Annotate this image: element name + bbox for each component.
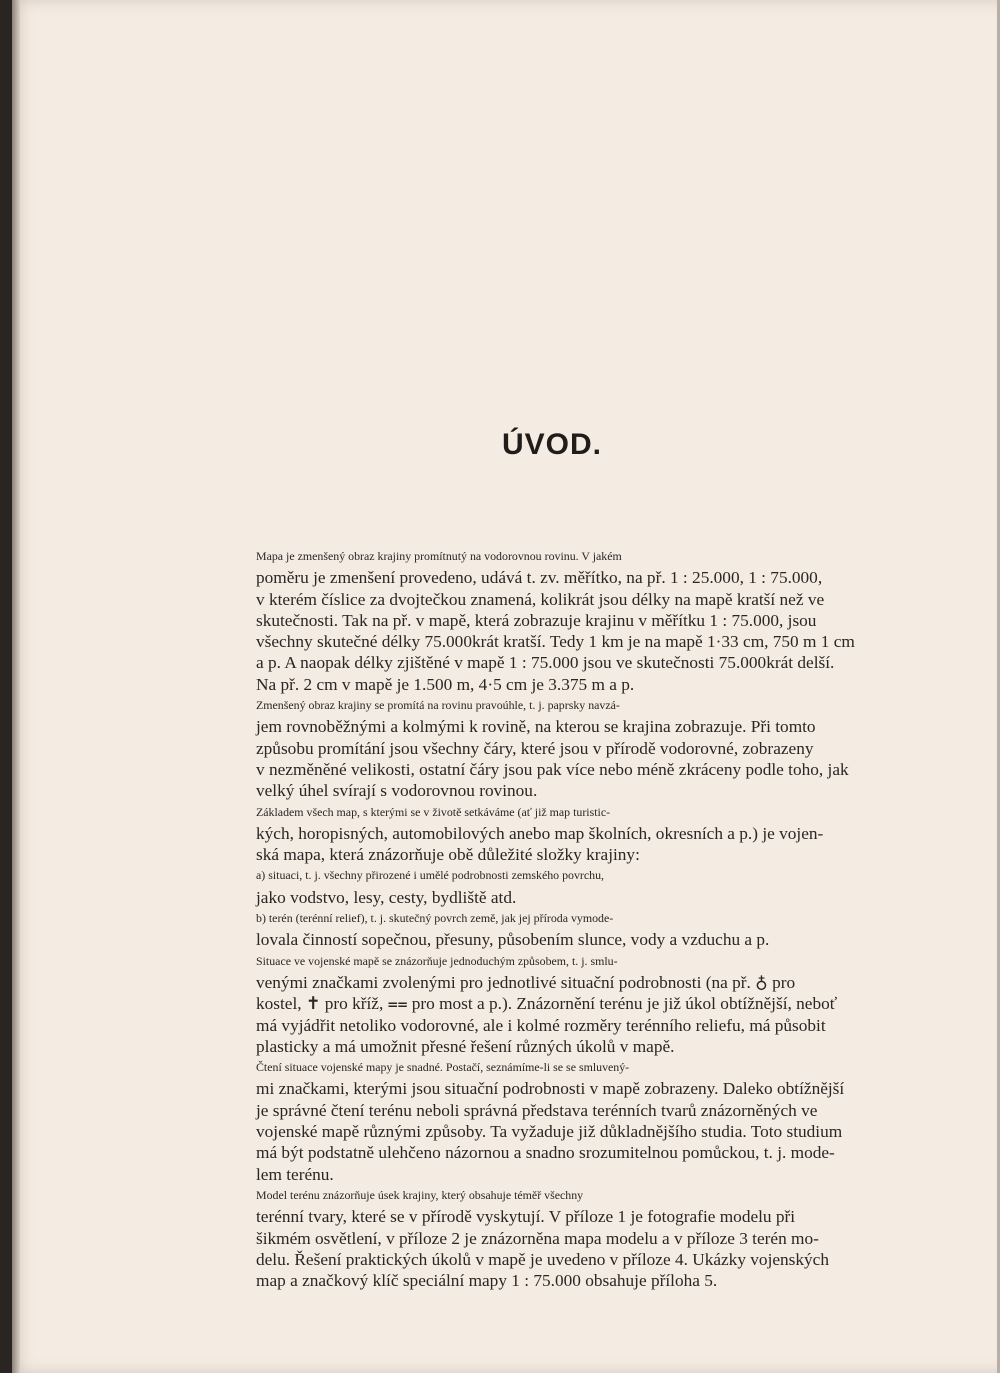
text-line: Na př. 2 cm v mapě je 1.500 m, 4·5 cm je 3.375 m a p.: [256, 674, 635, 694]
text-line: map a značkový klíč speciální mapy 1 : 75.000 obsahuje příloha 5.: [256, 1271, 718, 1291]
book-page: [12, 0, 1000, 1373]
paragraph-4: [208, 865, 900, 908]
text-line: v nezměněné velikosti, ostatní čáry jsou pak více nebo méně zkráceny podle toho, jak: [256, 759, 849, 779]
text-line: má být podstatně ulehčeno názornou a snadno srozumitelnou pomůckou, t. j. mode-: [256, 1143, 835, 1163]
text-line: v kterém číslice za dvojtečkou znamená, kolikrát jsou délky na mapě kratší než ve: [256, 589, 825, 609]
text-line: Základem všech map, s kterými se v životě setkáváme (ať již map turistic-: [256, 804, 611, 819]
text-line: terénní tvary, které se v přírodě vyskytují. V příloze 1 je fotografie modelu při: [256, 1207, 796, 1227]
paragraph-6: [208, 951, 900, 1057]
text-line: Čtení situace vojenské mapy je snadné. Postačí, seznámíme-li se se smluvený-: [256, 1060, 630, 1075]
text-line: jem rovnoběžnými a kolmými k rovině, na kterou se krajina zobrazuje. Při tomto: [256, 717, 816, 737]
text-line: velký úhel svírají s vodorovnou rovinou.: [256, 781, 538, 801]
paragraph-5: [208, 908, 900, 951]
body-text: [208, 546, 900, 1291]
paragraph-8: [208, 1185, 900, 1291]
text-line: plasticky a má umožnit přesné řešení různých úkolů v mapě.: [256, 1036, 675, 1056]
text-line: delu. Řešení praktických úkolů v mapě je uvedeno v příloze 4. Ukázky vojenských: [256, 1249, 829, 1269]
text-line: kostel, ✝ pro kříž, ⩵ pro most a p.). Znázornění terénu je již úkol obtížnější, neboť: [256, 994, 838, 1014]
text-line: jako vodstvo, lesy, cesty, bydliště atd.: [256, 887, 517, 907]
text-line: vojenské mapě různými způsoby. Ta vyžaduje již důkladnějšího studia. Toto studium: [256, 1122, 843, 1142]
page-heading: ÚVOD.: [501, 428, 602, 461]
text-line: kých, horopisných, automobilových anebo map školních, okresních a p.) je vojen-: [256, 823, 824, 843]
text-line: mi značkami, kterými jsou situační podrobnosti v mapě zobrazeny. Daleko obtížnější: [256, 1079, 845, 1099]
paragraph-1: [208, 546, 900, 695]
text-line: je správné čtení terénu neboli správná představa terénních tvarů znázorněných ve: [256, 1100, 818, 1120]
text-line: venými značkami zvolenými pro jednotlivé situační podrobnosti (na př. ♁ pro: [256, 972, 796, 992]
text-line: a p. A naopak délky zjištěné v mapě 1 : 75.000 jsou ve skutečnosti 75.000krát delší.: [256, 653, 835, 673]
text-line: skutečnosti. Tak na př. v mapě, která zobrazuje krajinu v měřítku 1 : 75.000, jsou: [256, 610, 817, 630]
text-line: způsobu promítání jsou všechny čáry, které jsou v přírodě vodorovné, zobrazeny: [256, 738, 814, 758]
text-line: b) terén (terénní relief), t. j. skutečný povrch země, jak jej příroda vymode-: [256, 911, 614, 926]
text-line: šikmém osvětlení, v příloze 2 je znázorněna mapa modelu a v příloze 3 terén mo-: [256, 1228, 819, 1248]
page-binding-shadow: [12, 0, 20, 1373]
text-line: poměru je zmenšení provedeno, udává t. zv. měřítko, na př. 1 : 25.000, 1 : 75.000,: [256, 568, 823, 588]
text-line: lovala činností sopečnou, přesuny, působením slunce, vody a vzduchu a p.: [256, 930, 770, 950]
text-line: Situace ve vojenské mapě se znázorňuje jednoduchým způsobem, t. j. smlu-: [256, 953, 618, 968]
text-line: Model terénu znázorňuje úsek krajiny, který obsahuje téměř všechny: [256, 1187, 584, 1202]
text-line: ská mapa, která znázorňuje obě důležité složky krajiny:: [256, 845, 640, 865]
paragraph-7: [208, 1057, 900, 1185]
text-line: a) situaci, t. j. všechny přirozené i umělé podrobnosti zemského povrchu,: [256, 868, 605, 883]
text-line: Mapa je zmenšený obraz krajiny promítnutý na vodorovnou rovinu. V jakém: [256, 549, 622, 563]
paragraph-3: [208, 802, 900, 866]
text-line: má vyjádřit netoliko vodorovné, ale i kolmé rozměry terénního reliefu, má působit: [256, 1015, 826, 1035]
text-line: lem terénu.: [256, 1164, 334, 1184]
text-line: všechny skutečné délky 75.000krát kratší. Tedy 1 km je na mapě 1·33 cm, 750 m 1 cm: [256, 632, 855, 652]
paragraph-2: [208, 695, 900, 801]
text-line: Zmenšený obraz krajiny se promítá na rovinu pravoúhle, t. j. paprsky navzá-: [256, 698, 620, 713]
